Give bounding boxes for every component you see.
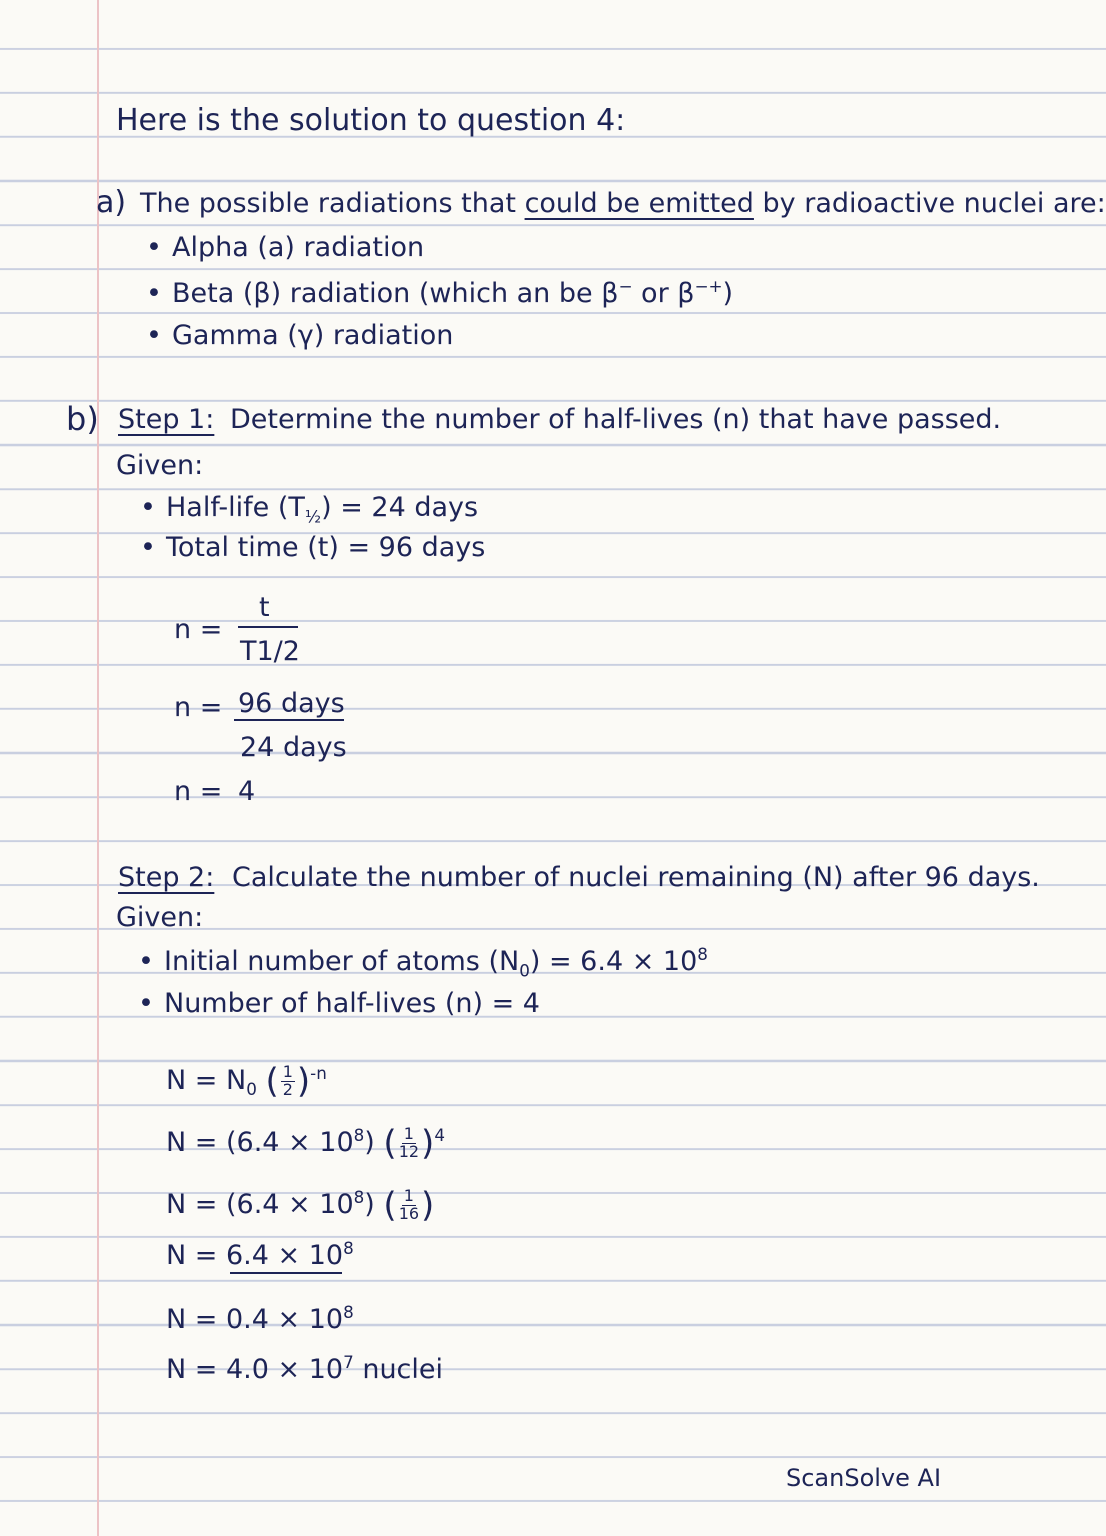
step1-description: Determine the number of half-lives (n) that have passed. — [230, 404, 1002, 435]
eq1-denominator: T1/2 — [240, 636, 300, 667]
n3-frac-den: 16 — [398, 1203, 420, 1223]
eq1-lhs: n = — [174, 614, 223, 645]
step2-title: Step 2: — [118, 862, 215, 893]
n6-exp: 7 — [343, 1352, 354, 1372]
n5-lhs: N = — [166, 1304, 218, 1335]
bullet-beta — [146, 276, 734, 309]
half-life-post: ) = 24 days — [321, 492, 479, 523]
n3-fraction — [399, 1188, 419, 1223]
part-b-label: b) — [66, 400, 99, 438]
eq1-numerator: t — [259, 592, 270, 623]
n6-unit: nuclei — [353, 1354, 444, 1385]
n-line-6 — [166, 1352, 444, 1385]
bullet-half-life — [140, 492, 479, 527]
bullet-alpha: • Alpha (a) radiation — [146, 234, 424, 261]
bullet-total-time — [140, 534, 485, 561]
bullet-gamma: • Gamma (γ) radiation — [146, 322, 453, 349]
part-a-underlined: could be emitted — [524, 188, 754, 219]
footer-brand: ScanSolve AI — [786, 1464, 942, 1492]
beta-text: Beta (β) radiation (which an be β — [172, 278, 619, 309]
n-line-4 — [166, 1238, 354, 1271]
n3-base: (6.4 × 10 — [226, 1188, 354, 1220]
n2-exp: 8 — [353, 1124, 365, 1145]
n-line-2: $N = (6.4 \times 10^8)$ ( $\frac{1}{12}$ )$^4$ — [166, 1123, 445, 1164]
n2-frac-num: 1 — [403, 1124, 414, 1143]
bullet-half-lives — [138, 990, 540, 1017]
initial-pre: Initial number of atoms (N — [164, 946, 520, 977]
n1-half-fraction — [281, 1064, 295, 1099]
n6-lhs: N = — [166, 1354, 218, 1385]
eq2-fraction-bar — [234, 719, 344, 721]
n3-frac-num: 1 — [403, 1186, 414, 1205]
n5-base: 0.4 × 10 — [226, 1304, 344, 1335]
n3-lhs: N = — [166, 1188, 218, 1220]
total-time-text: Total time (t) = 96 days — [166, 532, 486, 563]
eq3-lhs: n = — [174, 776, 223, 807]
n2-base: (6.4 × 10 — [226, 1126, 354, 1158]
n1-frac-den: 2 — [282, 1079, 293, 1099]
n2-frac-den: 12 — [398, 1141, 420, 1161]
n5-exp: 8 — [343, 1302, 354, 1322]
step1-given-label: Given: — [116, 450, 204, 481]
beta-minus: − — [618, 276, 633, 296]
n4-lhs: N = — [166, 1240, 218, 1271]
step2-description: Calculate the number of nuclei remaining (N) after 96 days. — [232, 862, 1040, 893]
n-line-3: $N = (6.4 \times 10^8)$ ( $\frac{1}{16}$ ) — [166, 1185, 435, 1226]
part-a-sentence-start: The possible radiations that — [140, 188, 516, 219]
part-a-label: a) — [96, 185, 127, 220]
eq1-fraction-bar — [238, 626, 298, 628]
half-lives-text: Number of half-lives (n) = 4 — [164, 988, 540, 1019]
n-line-5 — [166, 1302, 354, 1335]
beta-close: ) — [722, 278, 734, 309]
n4-fraction-bar — [230, 1272, 342, 1274]
n1-exp: -n — [310, 1062, 327, 1083]
margin-line — [97, 0, 99, 1536]
n6-base: 4.0 × 10 — [226, 1354, 344, 1385]
n2-pow: 4 — [434, 1124, 445, 1145]
part-a-sentence-end: by radioactive nuclei are: — [762, 188, 1106, 219]
eq2-numerator: 96 days — [238, 688, 345, 719]
n1-sub: 0 — [246, 1079, 257, 1100]
bullet-initial-atoms — [138, 944, 708, 981]
n3-exp: 8 — [353, 1186, 365, 1207]
eq3-result: 4 — [238, 776, 256, 807]
n4-exp: 8 — [343, 1238, 354, 1258]
beta-or: or β — [632, 278, 695, 309]
half-life-sub: ½ — [304, 506, 322, 527]
n2-lhs: N = — [166, 1126, 218, 1158]
eq2-lhs: n = — [174, 692, 223, 723]
n3-close: ) — [364, 1188, 375, 1220]
n-line-1: $N = N_0$ ( $\frac{1}{2}$ )$^{-n}$ — [166, 1061, 327, 1102]
n2-fraction — [399, 1126, 419, 1161]
initial-exp: 8 — [697, 944, 708, 964]
beta-plus: −+ — [694, 276, 723, 296]
initial-sub: 0 — [519, 960, 530, 981]
n1-lhs: N = — [166, 1064, 218, 1096]
eq2-denominator: 24 days — [240, 732, 347, 763]
n1-frac-num: 1 — [282, 1062, 293, 1081]
part-a-sentence — [140, 190, 1106, 217]
intro-text: Here is the solution to question 4: — [116, 103, 626, 138]
half-life-pre: Half-life (T — [166, 492, 305, 523]
step2-given-label: Given: — [116, 902, 204, 933]
n4-base: 6.4 × 10 — [226, 1240, 344, 1271]
initial-post: ) = 6.4 × 10 — [529, 946, 698, 977]
step1-title: Step 1: — [118, 404, 215, 435]
n1-n0: N — [226, 1064, 247, 1096]
n2-close: ) — [364, 1126, 375, 1158]
